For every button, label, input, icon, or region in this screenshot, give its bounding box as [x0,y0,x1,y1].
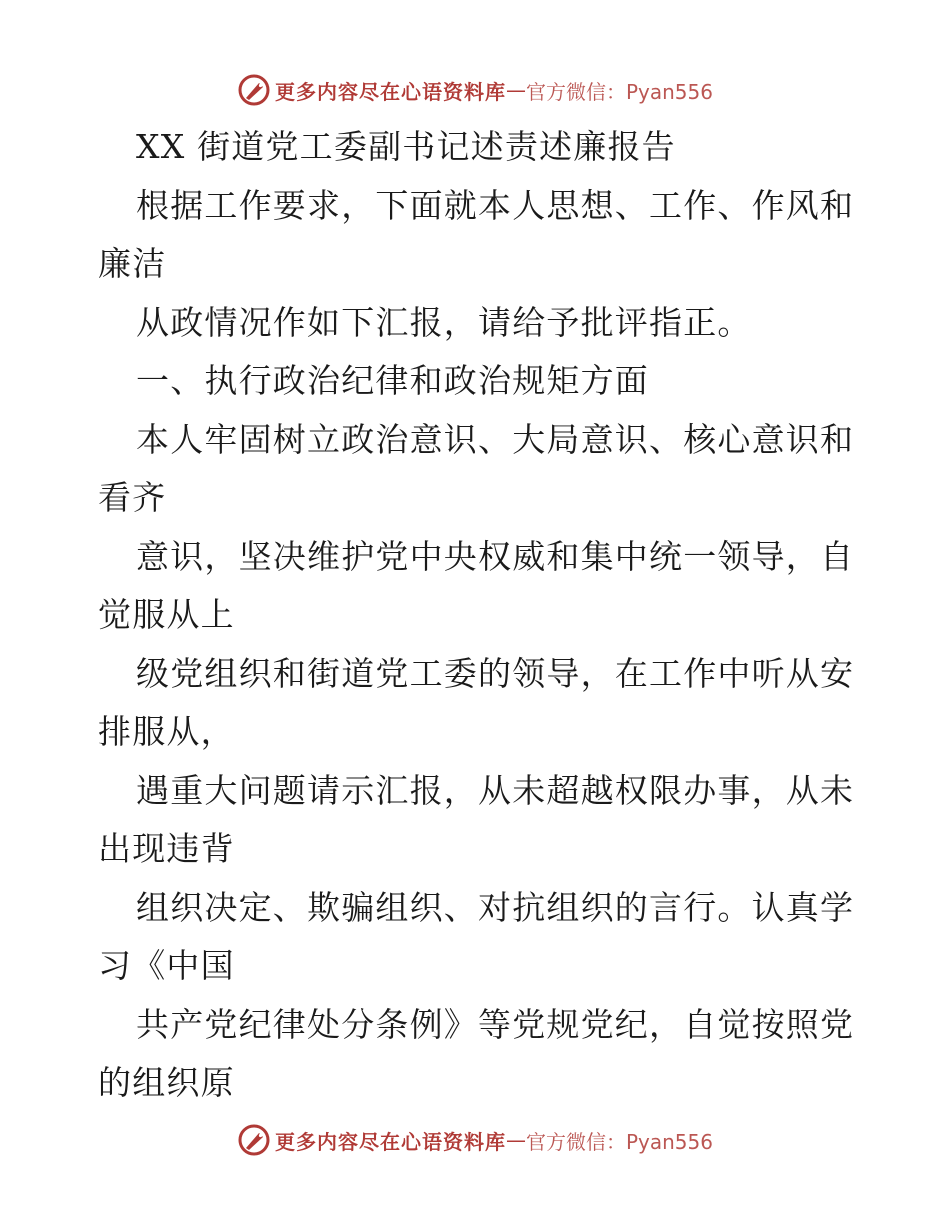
text-line: 的组织原 [98,1063,235,1102]
text-line: 本人牢固树立政治意识、大局意识、核心意识和 [136,419,855,459]
text-line: 习《中国 [98,946,235,985]
section-heading: 一、执行政治纪律和政治规矩方面 [136,361,649,400]
text-line: 觉服从上 [98,595,235,634]
pen-nib-logo-icon [237,73,271,107]
footer-watermark [0,1120,950,1160]
watermark-separator: — [505,78,526,102]
watermark-separator: — [505,1128,526,1152]
text-line: 看齐 [98,478,167,517]
text-line: 意识，坚决维护党中央权威和集中统一领导，自 [136,536,855,576]
text-line: 排服从， [98,712,235,751]
text-line: 从政情况作如下汇报，请给予批评指正。 [136,302,752,342]
text-line: 遇重大问题请示汇报，从未超越权限办事，从未 [136,770,855,810]
text-line: 组织决定、欺骗组织、对抗组织的言行。认真学 [136,887,855,927]
watermark-main-text: 更多内容尽在心语资料库 [274,79,506,104]
text-line: 根据工作要求，下面就本人思想、工作、作风和 [136,185,855,225]
text-line: 共产党纪律处分条例》等党规党纪，自觉按照党 [136,1004,855,1044]
watermark-side-text: 官方微信：Pyan556 [525,79,713,104]
header-watermark [0,70,950,110]
pen-nib-logo-icon [237,1123,271,1157]
watermark-main-text: 更多内容尽在心语资料库 [274,1129,506,1154]
document-title: XX 街道党工委副书记述责述廉报告 [136,127,676,166]
text-line: 级党组织和街道党工委的领导，在工作中听从安 [136,653,855,693]
text-line: 廉洁 [98,244,167,283]
watermark-side-text: 官方微信：Pyan556 [525,1129,713,1154]
text-line: 出现违背 [98,829,235,868]
document-body [98,118,858,1113]
